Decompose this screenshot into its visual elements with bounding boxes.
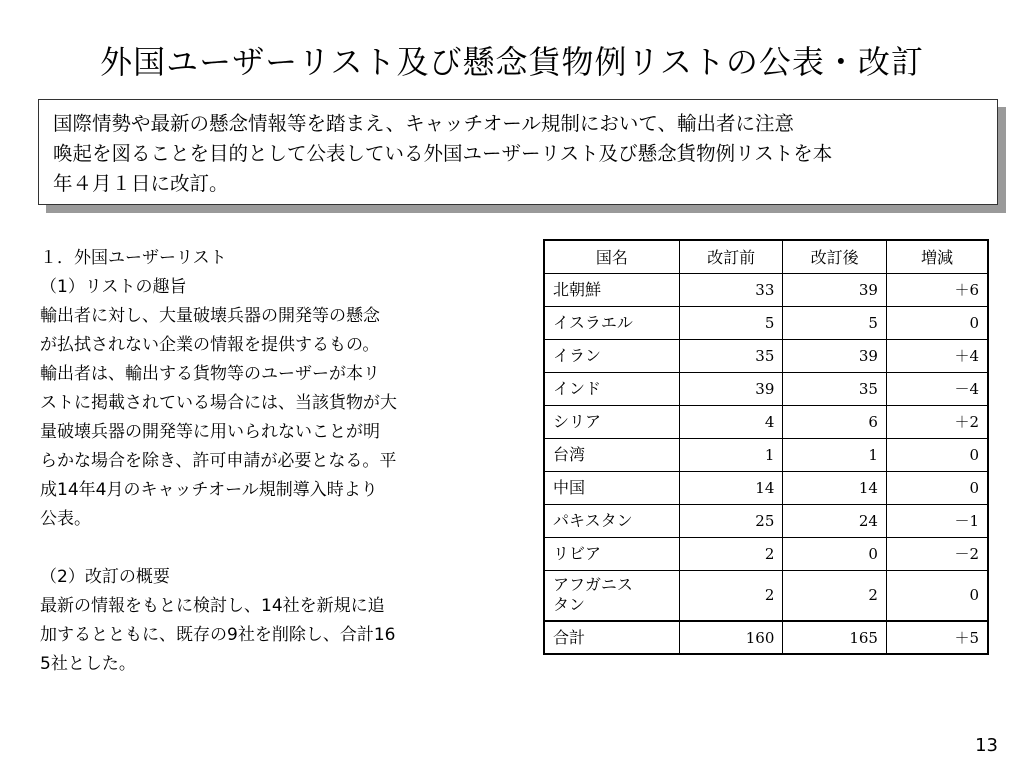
after-cell: 2 <box>783 570 887 621</box>
table-row <box>544 405 988 438</box>
after-cell: 39 <box>783 273 887 306</box>
after-cell: 14 <box>783 471 887 504</box>
total-after-cell: 165 <box>783 621 887 654</box>
before-cell: 2 <box>679 570 783 621</box>
before-cell: 5 <box>679 306 783 339</box>
page-number: 13 <box>975 735 998 756</box>
table-total-row <box>544 621 988 654</box>
section-heading: １．外国ユーザーリスト <box>40 248 227 268</box>
change-cell: －2 <box>886 537 988 570</box>
before-cell: 1 <box>679 438 783 471</box>
purpose-line: 成14年4月のキャッチオール規制導入時より <box>40 480 378 500</box>
total-before-cell: 160 <box>679 621 783 654</box>
country-cell: 中国 <box>544 471 679 504</box>
revision-line: 5社とした。 <box>40 654 136 674</box>
before-cell: 14 <box>679 471 783 504</box>
change-cell: ＋2 <box>886 405 988 438</box>
header-after: 改訂後 <box>783 240 887 273</box>
table-row <box>544 504 988 537</box>
header-change: 増減 <box>886 240 988 273</box>
change-cell: 0 <box>886 570 988 621</box>
total-label-cell: 合計 <box>544 621 679 654</box>
header-before: 改訂前 <box>679 240 783 273</box>
country-cell: 台湾 <box>544 438 679 471</box>
change-cell: ＋4 <box>886 339 988 372</box>
table-row <box>544 273 988 306</box>
subsection-revision-heading: （2）改訂の概要 <box>40 567 170 587</box>
table-row <box>544 306 988 339</box>
before-cell: 2 <box>679 537 783 570</box>
purpose-line: 輸出者は、輸出する貨物等のユーザーが本リ <box>40 364 380 384</box>
summary-box <box>38 99 998 205</box>
header-country: 国名 <box>544 240 679 273</box>
purpose-line: らかな場合を除き、許可申請が必要となる。平 <box>40 451 397 471</box>
total-change-cell: ＋5 <box>886 621 988 654</box>
before-cell: 39 <box>679 372 783 405</box>
summary-line: 喚起を図ることを目的として公表している外国ユーザーリスト及び懸念貨物例リストを本 <box>53 142 833 165</box>
purpose-line: ストに掲載されている場合には、当該貨物が大 <box>40 393 397 413</box>
subsection-purpose-heading: （1）リストの趣旨 <box>40 277 187 297</box>
table-row <box>544 372 988 405</box>
revision-line: 最新の情報をもとに検討し、14社を新規に追 <box>40 596 385 616</box>
before-cell: 4 <box>679 405 783 438</box>
before-cell: 33 <box>679 273 783 306</box>
before-cell: 35 <box>679 339 783 372</box>
country-cell: イラン <box>544 339 679 372</box>
purpose-line: 輸出者に対し、大量破壊兵器の開発等の懸念 <box>40 306 380 326</box>
change-cell: －1 <box>886 504 988 537</box>
country-cell <box>544 570 679 621</box>
country-name-line: タン <box>553 595 586 615</box>
summary-line: 年４月１日に改訂。 <box>53 172 229 195</box>
change-cell: ＋6 <box>886 273 988 306</box>
table-row <box>544 537 988 570</box>
country-cell: リビア <box>544 537 679 570</box>
table-row <box>544 471 988 504</box>
purpose-line: 量破壊兵器の開発等に用いられないことが明 <box>40 422 380 442</box>
after-cell: 5 <box>783 306 887 339</box>
spacer <box>40 534 495 563</box>
country-cell: パキスタン <box>544 504 679 537</box>
country-cell: イスラエル <box>544 306 679 339</box>
country-count-table <box>543 239 989 655</box>
table-row <box>544 339 988 372</box>
after-cell: 6 <box>783 405 887 438</box>
after-cell: 39 <box>783 339 887 372</box>
summary-line: 国際情勢や最新の懸念情報等を踏まえ、キャッチオール規制において、輸出者に注意 <box>53 112 795 135</box>
purpose-line: 公表。 <box>40 509 91 529</box>
table-header-row <box>544 240 988 273</box>
after-cell: 24 <box>783 504 887 537</box>
after-cell: 0 <box>783 537 887 570</box>
before-cell: 25 <box>679 504 783 537</box>
country-cell: 北朝鮮 <box>544 273 679 306</box>
country-name-line: アフガニス <box>553 575 633 595</box>
table-row <box>544 438 988 471</box>
change-cell: 0 <box>886 471 988 504</box>
slide-title: 外国ユーザーリスト及び懸念貨物例リストの公表・改訂 <box>100 43 924 81</box>
table-row <box>544 570 988 621</box>
purpose-line: が払拭されない企業の情報を提供するもの。 <box>40 335 380 355</box>
change-cell: 0 <box>886 306 988 339</box>
revision-line: 加するとともに、既存の9社を削除し、合計16 <box>40 625 396 645</box>
change-cell: 0 <box>886 438 988 471</box>
change-cell: －4 <box>886 372 988 405</box>
after-cell: 1 <box>783 438 887 471</box>
foreign-user-list-section <box>40 244 495 679</box>
after-cell: 35 <box>783 372 887 405</box>
country-cell: インド <box>544 372 679 405</box>
country-cell: シリア <box>544 405 679 438</box>
